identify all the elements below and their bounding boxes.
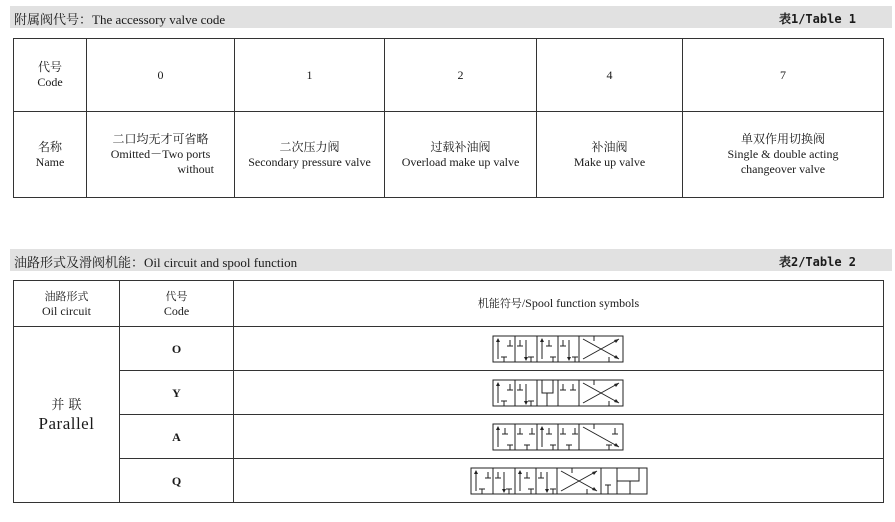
symbols-header: 机能符号/Spool function symbols <box>234 281 884 327</box>
table2-heading-bar <box>10 249 892 271</box>
code-cell: 7 <box>683 39 884 112</box>
symbol-cell <box>234 415 884 459</box>
spool-row <box>14 459 884 503</box>
circuit-header: 油路形式 Oil circuit <box>14 281 120 327</box>
spool-row <box>14 415 884 459</box>
code-cell: 4 <box>537 39 683 112</box>
code-row <box>14 39 884 112</box>
code-cell: 2 <box>385 39 537 112</box>
name-cell: 补油阀 Make up valve <box>537 112 683 198</box>
header-row <box>14 281 884 327</box>
symbol-cell <box>234 459 884 503</box>
spool-code: Y <box>120 371 234 415</box>
symbol-cell <box>234 327 884 371</box>
table2-label: 表2/Table 2 <box>778 255 856 269</box>
name-cell: 过载补油阀 Overload make up valve <box>385 112 537 198</box>
accessory-valve-table <box>13 38 884 198</box>
table1-label: 表1/Table 1 <box>778 12 856 26</box>
table2-heading: 油路形式及滑阀机能：Oil circuit and spool function <box>14 255 298 271</box>
spool-symbol-y-icon <box>489 379 629 407</box>
spool-symbol-o-icon <box>489 335 629 363</box>
name-row <box>14 112 884 198</box>
spool-row <box>14 327 884 371</box>
spool-code: O <box>120 327 234 371</box>
code-row-label: 代号 Code <box>14 39 87 112</box>
spool-row <box>14 371 884 415</box>
name-cell: 单双作用切换阀 Single & double acting changeover valve <box>683 112 884 198</box>
name-cell: 二次压力阀 Secondary pressure valve <box>235 112 385 198</box>
oil-circuit-table <box>13 280 884 503</box>
spool-symbol-a-icon <box>489 423 629 451</box>
circuit-cell: 并 联 Parallel <box>14 327 120 503</box>
name-row-label: 名称 Name <box>14 112 87 198</box>
table1-heading: 附属阀代号：The accessory valve code <box>14 12 226 28</box>
spool-code: Q <box>120 459 234 503</box>
spool-symbol-q-icon <box>467 467 651 495</box>
name-cell: 二口均无才可省略 Omitted－Two ports without <box>87 112 235 198</box>
code-header: 代号 Code <box>120 281 234 327</box>
symbol-cell <box>234 371 884 415</box>
table1-heading-bar <box>10 6 892 28</box>
spool-code: A <box>120 415 234 459</box>
code-cell: 0 <box>87 39 235 112</box>
code-cell: 1 <box>235 39 385 112</box>
